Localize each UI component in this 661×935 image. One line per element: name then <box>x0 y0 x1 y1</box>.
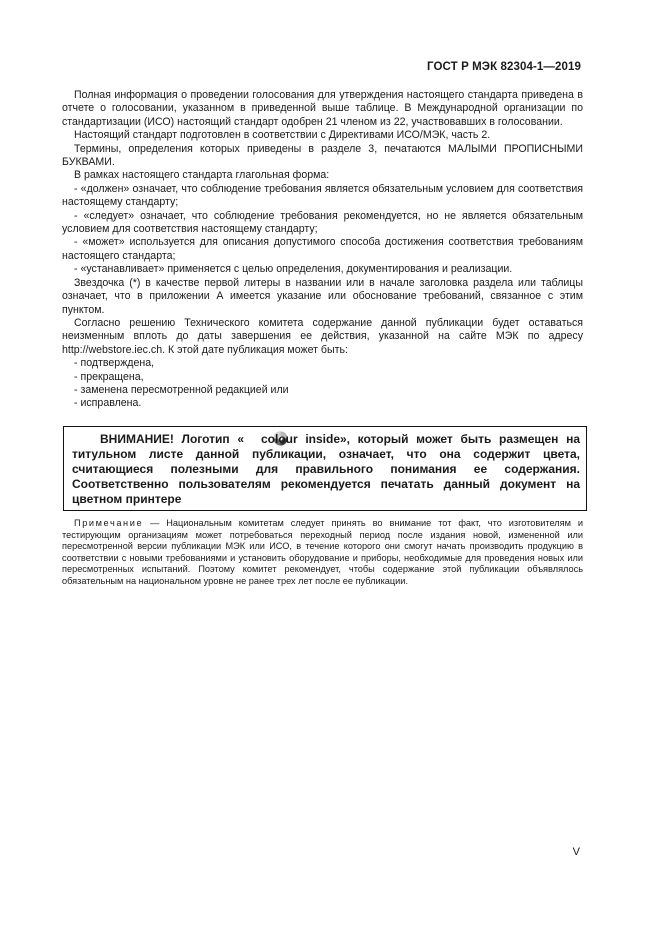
warning-prefix: ВНИМАНИЕ! Логотип « <box>100 432 244 446</box>
national-note <box>62 518 583 588</box>
voting-paragraph: Полная информация о проведении голосования для утверждения настоящего стандарта приведена в отчете о голосовании, указанном в приведенной выше таблице. В Международной организации по стандартизации (ИСО) настоящий стандарт одобрен 21 членом из 22, участвовавших в голосовании. <box>62 89 583 128</box>
document-header: ГОСТ Р МЭК 82304-1—2019 <box>427 61 581 73</box>
colour-warning-box <box>63 426 587 511</box>
directives-paragraph: Настоящий стандарт подготовлен в соответствии с Директивами ИСО/МЭК, часть 2. <box>74 129 491 142</box>
warning-text <box>72 431 580 507</box>
verb-form-should: - «следует» означает, что соблюдение требования рекомендуется, но не является обязательным условием для соответствия настоящему стандарту; <box>62 209 583 236</box>
list-item: - исправлена. <box>74 397 142 410</box>
colour-inside-logo-icon <box>245 431 260 446</box>
preface-body <box>62 89 583 411</box>
verb-form-shall: - «должен» означает, что соблюдение требования является обязательным условием для соответствия настоящему стандарту; <box>62 182 583 209</box>
verb-form-establishes: - «устанавливает» применяется с целью определения, документирования и реализации. <box>74 263 513 276</box>
list-item: - подтверждена, <box>74 357 155 370</box>
note-label: Примечание <box>74 518 144 528</box>
list-item: - заменена пересмотренной редакцией или <box>74 383 289 396</box>
publication-status-list <box>62 357 583 411</box>
verb-forms-intro: В рамках настоящего стандарта глагольная форма: <box>74 169 330 182</box>
warning-rest: colour inside», который может быть размещен на титульном листе данной публикации, означает, что она содержит цвета, считающиеся полезными для правильного понимания ее содержания. Соответственно пользователям рекомендуется печатать данный документ на цветном принтере <box>72 432 580 506</box>
note-text: — Национальным комитетам следует принять во внимание тот факт, что изготовителям и тестирующим организациям может потребоваться переходный период после издания новой, измененной или пересмотренной версии публикации МЭК или ИСО, в течение которого они смогут начать производить продукцию в соответствии с новыми требованиями и установить оборудование и приборы, необходимые для проведения новых или пересмотренных испытаний. Поэтому комитет рекомендует, чтобы содержание этой публикации объявлялось обязательным на национальном уровне не ранее трех лет после ее публикации. <box>62 518 583 586</box>
terms-paragraph: Термины, определения которых приведены в разделе 3, печатаются МАЛЫМИ ПРОПИСНЫМИ БУКВАМИ. <box>62 142 583 169</box>
verb-form-may: - «может» используется для описания допустимого способа достижения соответствия требованиям настоящего стандарта; <box>62 236 583 262</box>
page-number: V <box>572 846 580 858</box>
asterisk-paragraph: Звездочка (*) в качестве первой литеры в названии или в начале заголовка раздела или таблицы означает, что в приложении А имеется указание или обоснование требований, связанное с этим пунктом. <box>62 276 583 316</box>
list-item: - прекращена, <box>74 370 144 383</box>
stability-paragraph: Согласно решению Технического комитета содержание данной публикации будет оставаться неизменным вплоть до даты завершения ее действия, указанной на сайте МЭК по адресу http://webstore.iec.ch. К этой дате публикация может быть: <box>62 316 583 356</box>
